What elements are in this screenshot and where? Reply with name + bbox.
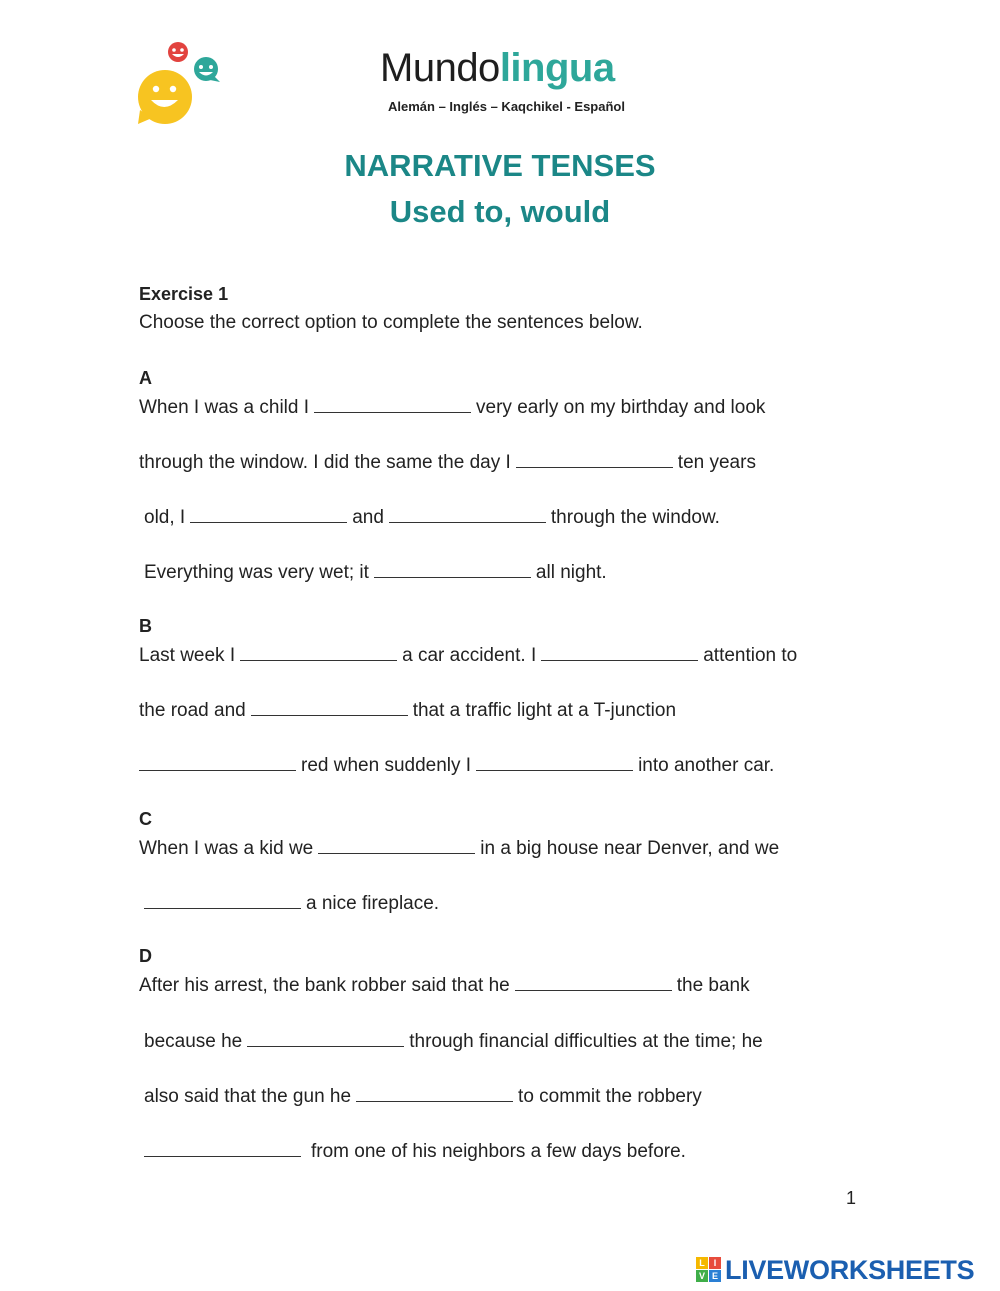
page-number: 1 xyxy=(846,1188,857,1208)
mundolingua-logo-icon xyxy=(136,40,226,130)
brand-part-2: lingua xyxy=(499,46,615,90)
liveworksheets-text: LIVEWORKSHEETS xyxy=(725,1254,975,1285)
blank-a2[interactable] xyxy=(516,450,673,468)
badge-v: V xyxy=(696,1270,708,1282)
page-title: NARRATIVE TENSES xyxy=(344,148,656,183)
section-b-letter: B xyxy=(139,616,152,636)
blank-a3[interactable] xyxy=(190,505,347,523)
badge-e: E xyxy=(709,1270,721,1282)
blank-b2[interactable] xyxy=(541,643,698,661)
blank-d1[interactable] xyxy=(515,973,672,991)
liveworksheets-logo xyxy=(696,1255,974,1285)
section-b-line-3: red when suddenly I into another car. xyxy=(139,753,774,777)
section-c-line-2: a nice fireplace. xyxy=(144,891,439,915)
brand-name xyxy=(380,46,615,91)
blank-d3[interactable] xyxy=(356,1084,513,1102)
section-c-line-1: When I was a kid we in a big house near Denver, and we xyxy=(139,838,780,859)
brand-subtitle: Alemán – Inglés – Kaqchikel - Español xyxy=(388,99,625,114)
blank-c1[interactable] xyxy=(318,836,475,854)
section-b-line-2: the road and that a traffic light at a T-junction xyxy=(139,700,677,721)
blank-d4[interactable] xyxy=(144,1139,301,1157)
blank-a4[interactable] xyxy=(389,505,546,523)
section-a-line-3: old, I and through the window. xyxy=(144,507,720,528)
brand-part-1: Mundo xyxy=(380,46,500,90)
section-d-line-1: After his arrest, the bank robber said that he the bank xyxy=(139,975,750,996)
blank-c2[interactable] xyxy=(144,891,301,909)
section-a-line-1: When I was a child I very early on my birthday and look xyxy=(139,397,766,418)
page-subtitle: Used to, would xyxy=(389,194,611,229)
section-d-line-3: also said that the gun he to commit the robbery xyxy=(144,1086,702,1107)
exercise-heading: Exercise 1 xyxy=(139,284,229,304)
section-d-line-4: from one of his neighbors a few days before. xyxy=(144,1139,686,1163)
exercise-instruction: Choose the correct option to complete the sentences below. xyxy=(139,312,643,333)
blank-b5[interactable] xyxy=(476,753,633,771)
section-d-line-2: because he through financial difficulties at the time; he xyxy=(144,1031,763,1052)
blank-a5[interactable] xyxy=(374,560,531,578)
section-c-letter: C xyxy=(139,809,152,829)
badge-l: L xyxy=(696,1257,708,1269)
section-d-letter: D xyxy=(139,946,152,966)
section-a-line-4: Everything was very wet; it all night. xyxy=(144,562,607,583)
section-a-letter: A xyxy=(139,368,152,388)
blank-b4[interactable] xyxy=(139,753,296,771)
blank-d2[interactable] xyxy=(247,1029,404,1047)
section-b-line-1: Last week I a car accident. I attention to xyxy=(139,645,798,666)
blank-b3[interactable] xyxy=(251,698,408,716)
blank-b1[interactable] xyxy=(240,643,397,661)
section-a-line-2: through the window. I did the same the day I ten years xyxy=(139,452,756,473)
badge-i: I xyxy=(709,1257,721,1269)
blank-a1[interactable] xyxy=(314,395,471,413)
liveworksheets-badge-icon xyxy=(696,1257,722,1283)
